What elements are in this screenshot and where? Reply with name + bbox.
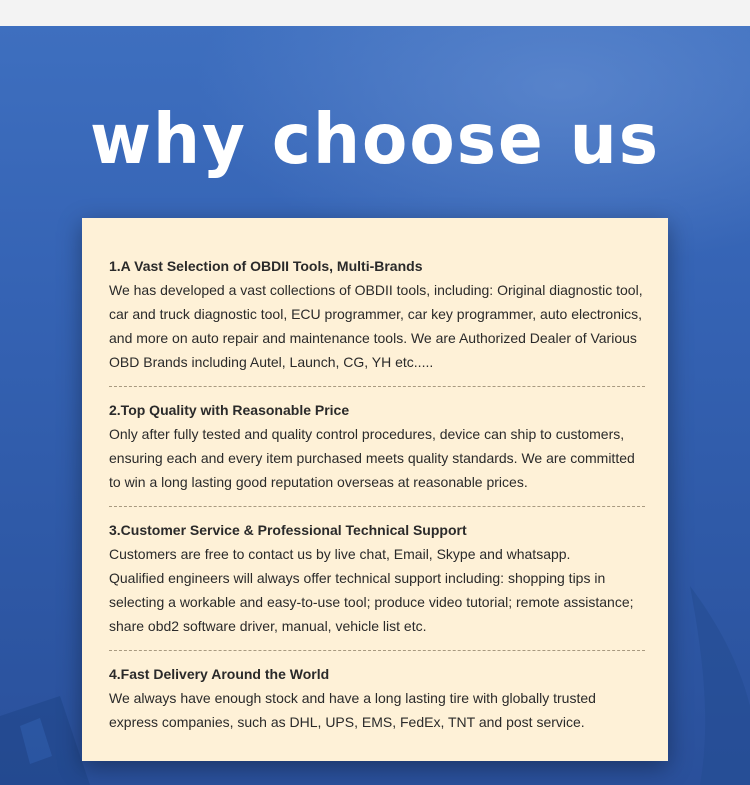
feature-heading: 4.Fast Delivery Around the World — [109, 666, 330, 682]
feature-body: Customers are free to contact us by live chat, Email, Skype and whatsapp. — [109, 546, 571, 562]
top-strip — [0, 0, 750, 26]
feature-body-continued: Qualified engineers will always offer technical support including: shopping tips in selecting a workable and easy-to-use tool; produce video tutorial; remote assistance; share obd2 software driver, manual, vehicle list etc. — [109, 570, 634, 634]
feature-body: We always have enough stock and have a long lasting tire with globally trusted express companies, such as DHL, UPS, EMS, FedEx, TNT and post service. — [109, 690, 596, 730]
feature-section-delivery — [109, 662, 645, 734]
feature-heading: 3.Customer Service & Professional Technical Support — [109, 522, 467, 538]
feature-section-selection — [109, 254, 645, 374]
feature-body: We has developed a vast collections of OBDII tools, including: Original diagnostic tool, car and truck diagnostic tool, ECU programmer, car key programmer, auto electronics, and more on auto repair and maintenance tools. We are Authorized Dealer of Various OBD Brands including Autel, Launch, CG, YH etc..... — [109, 282, 643, 370]
dashed-divider — [109, 506, 645, 507]
dashed-divider — [109, 386, 645, 387]
dashed-divider — [109, 650, 645, 651]
page-title: why choose us — [89, 99, 661, 180]
feature-body: Only after fully tested and quality control procedures, device can ship to customers, ensuring each and every item purchased meets quality standards. We are committed to win a long lasting good reputation overseas at reasonable prices. — [109, 426, 635, 490]
feature-heading: 1.A Vast Selection of OBDII Tools, Multi-Brands — [109, 258, 423, 274]
feature-heading: 2.Top Quality with Reasonable Price — [109, 402, 350, 418]
feature-section-quality — [109, 398, 645, 494]
feature-section-support — [109, 518, 645, 638]
why-choose-us-banner — [0, 26, 750, 785]
features-card — [82, 218, 668, 761]
